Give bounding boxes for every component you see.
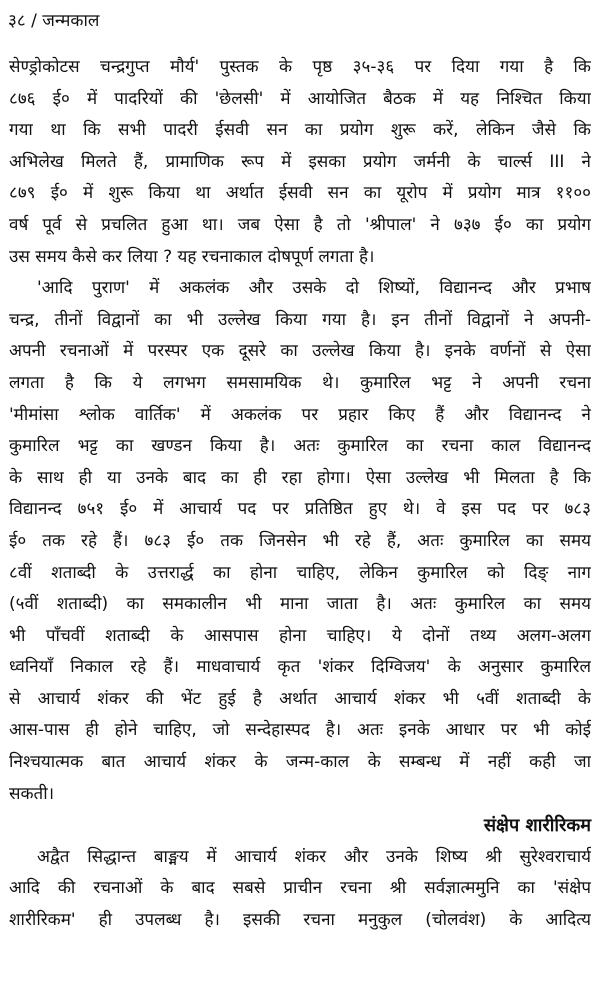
text-line: उस समय कैसे कर लिया ? यह रचनाकाल दोषपूर्ण लगता है। [9,246,375,267]
text-line: सकती। [9,783,55,804]
text-line: आस-पास ही होने चाहिए, जो सन्देहास्पद है। अतः इनके आधार पर भी कोई [9,720,591,741]
text-line: चन्द्र, तीनों विद्वानों का भी उल्लेख किया गया है। इन तीनों विद्वानों ने अपनी- [9,309,591,330]
text-line: 'आदि पुराण' में अकलंक और उसके दो शिष्यों, विद्यानन्द और प्रभाष [37,278,591,299]
text-line: (५वीं शताब्दी) का समकालीन भी माना जाता है। अतः कुमारिल का समय [9,594,591,615]
text-line: के साथ ही या उनके बाद का ही रहा होगा। ऐसा उल्लेख भी मिलता है कि [9,467,591,488]
text-line: ई० तक रहे हैं। ७८३ ई० तक जिनसेन भी रहे हैं, अतः कुमारिल का समय [9,530,591,551]
text-line: अभिलेख मिलते हैं, प्रामाणिक रूप में इसका प्रयोग जर्मनी के चार्ल्स III ने [9,151,591,172]
text-line: गया था कि सभी पादरी ईसवी सन का प्रयोग शुरू करें, लेकिन जैसे कि [9,120,591,141]
running-head: ३८ / जन्मकाल [8,11,100,31]
text-line: भी पाँचवीं शताब्दी के आसपास होना चाहिए। ये दोनों तथ्य अलग-अलग [9,625,591,646]
text-line: ८वीं शताब्दी के उत्तरार्द्ध का होना चाहिए, लेकिन कुमारिल को दिङ् नाग [9,562,591,583]
text-line: सेण्ड्रोकोटस चन्द्रगुप्त मौर्य' पुस्तक के पृष्ठ ३५-३६ पर दिया गया है कि [9,57,591,77]
text-line: वर्ष पूर्व से प्रचलित हुआ था। जब ऐसा है तो 'श्रीपाल' ने ७३७ ई० का प्रयोग [9,214,591,235]
text-line: 'मीमांसा श्लोक वार्तिक' में अकलंक पर प्रहार किए हैं और विद्यानन्द ने [9,404,591,425]
text-line: निश्चयात्मक बात आचार्य शंकर के जन्म-काल के सम्बन्ध में नहीं कही जा [9,752,591,773]
section-samkshep-sharirikam [9,810,591,936]
text-line: लगता है कि ये लगभग समसामयिक थे। कुमारिल भट्ट ने अपनी रचना [9,372,591,393]
text-line: अद्वैत सिद्धान्त बाङ्मय में आचार्य शंकर और उनके शिष्य श्री सुरेश्वराचार्य [37,846,591,867]
text-line: ८७९ ई० में शुरू किया था अर्थात ईसवी सन का यूरोप में प्रयोग मात्र ११०० [9,183,591,204]
paragraph-2 [9,273,591,810]
text-line: शारीरिकम' ही उपलब्ध है। इसकी रचना मनुकुल (चोलवंश) के आदित्य [9,910,591,931]
text-line: से आचार्य शंकर की भेंट हुई है अर्थात आचार्य शंकर भी ५वीं शताब्दी के [9,688,591,709]
body-text [9,52,591,937]
text-line: ८७६ ई० में पादरियों की 'छेलसी' में आयोजित बैठक में यह निश्चित किया [9,88,591,109]
text-line: अपनी रचनाओं में परस्पर एक दूसरे का उल्लेख किया है। इनके वर्णनों से ऐसा [9,341,591,362]
section-heading: संक्षेप शारीरिकम [483,815,591,837]
paragraph-1 [9,52,591,273]
text-line: विद्यानन्द ७५१ ई० में आचार्य पद पर प्रतिष्ठित हुए थे। वे इस पद पर ७८३ [9,499,591,520]
text-line: कुमारिल भट्ट का खण्डन किया है। अतः कुमारिल का रचना काल विद्यानन्द [9,436,591,457]
text-line: ध्वनियाँ निकाल रहे हैं। माधवाचार्य कृत 'शंकर दिग्विजय' के अनुसार कुमारिल [9,657,591,678]
text-line: आदि की रचनाओं के बाद सबसे प्राचीन रचना श्री सर्वज्ञात्ममुनि का 'संक्षेप [9,878,591,899]
